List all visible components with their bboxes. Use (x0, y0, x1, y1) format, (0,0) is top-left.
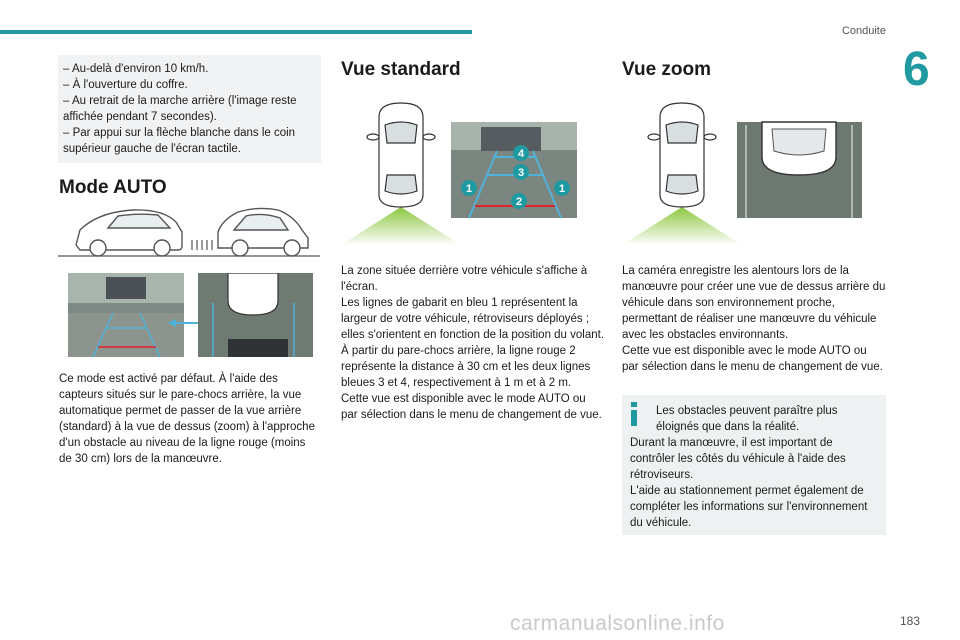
note-line: – À l'ouverture du coffre. (63, 79, 188, 91)
car-side-right-icon (218, 208, 308, 256)
note-line: – Au retrait de la marche arrière (l'image reste affichée pendant 7 secondes). (63, 95, 297, 123)
info-line: Durant la manœuvre, il est important de contrôler les côtés du véhicule à l'aide des rétroviseurs. (630, 437, 846, 481)
cars-approach-illustration (58, 200, 320, 260)
car-top-view-icon (367, 103, 435, 207)
text-paragraph: Cette vue est disponible avec le mode AUTO ou par sélection dans le menu de changement de vue. (622, 345, 883, 373)
note-box (58, 55, 321, 163)
parking-sensor-waves (192, 240, 212, 250)
info-line: L'aide au stationnement permet également de compléter les informations sur l'environnement du véhicule. (630, 485, 868, 529)
text-paragraph: À partir du pare-chocs arrière, la ligne rouge 2 représente la distance à 30 cm et les deux lignes bleues 3 et 4, respectivement à 1 m et à 2 m. (341, 345, 591, 389)
callout-3-label: 3 (517, 167, 525, 179)
footer-watermark: carmanualsonline.info (510, 612, 725, 635)
vue-zoom-title: Vue zoom (622, 59, 712, 80)
callout-4-label: 4 (517, 148, 525, 160)
text-paragraph: La zone située derrière votre véhicule s'affiche à l'écran. (341, 265, 588, 293)
mode-auto-title: Mode AUTO (59, 177, 167, 198)
info-icon (628, 402, 640, 426)
note-line: – Par appui sur la flèche blanche dans le coin supérieur gauche de l'écran tactile. (63, 127, 296, 155)
car-top-view-icon (648, 103, 716, 207)
camera-field-cone (341, 207, 461, 245)
vue-standard-text (341, 263, 605, 423)
text-paragraph: Les lignes de gabarit en bleu 1 représentent la largeur de votre véhicule, rétroviseurs déployés ; elles s'orientent en fonction de la position du volant. (341, 297, 605, 341)
chapter-number: 6 (903, 43, 930, 96)
vue-zoom-illustration (622, 95, 872, 250)
car-side-left-icon (76, 210, 182, 256)
callout-1-right-label: 1 (558, 183, 566, 195)
vue-zoom-text (622, 263, 886, 375)
section-title: Conduite (841, 25, 886, 37)
callout-1-left-label: 1 (465, 183, 473, 195)
header-accent-bar (0, 30, 472, 34)
callout-2-label: 2 (515, 196, 523, 208)
camera-views-illustration (68, 273, 313, 358)
text-paragraph: Cette vue est disponible avec le mode AUTO ou par sélection dans le menu de changement de vue. (341, 393, 602, 421)
note-line: – Au-delà d'environ 10 km/h. (63, 63, 209, 75)
text-paragraph: La caméra enregistre les alentours lors de la manœuvre pour créer une vue de dessus arrière du véhicule dans son environnement proche, permettant de réaliser une manœuvre du véhicule avec les obstacles environnants. (622, 265, 886, 341)
vue-standard-illustration (341, 95, 591, 250)
mode-auto-paragraph: Ce mode est activé par défaut. À l'aide des capteurs situés sur le pare-chocs arrière, la vue automatique permet de passer de la vue arrière (standard) à la vue de dessus (zoom) à l'approche d'un obstacle au niveau de la ligne rouge (moins de 30 cm) lors de la manœuvre. (59, 373, 315, 465)
vue-standard-title: Vue standard (341, 59, 461, 80)
info-box (622, 395, 886, 535)
info-line: Les obstacles peuvent paraître plus éloignés que dans la réalité. (656, 405, 838, 433)
page-number: 183 (899, 614, 920, 628)
camera-field-cone (622, 207, 742, 245)
